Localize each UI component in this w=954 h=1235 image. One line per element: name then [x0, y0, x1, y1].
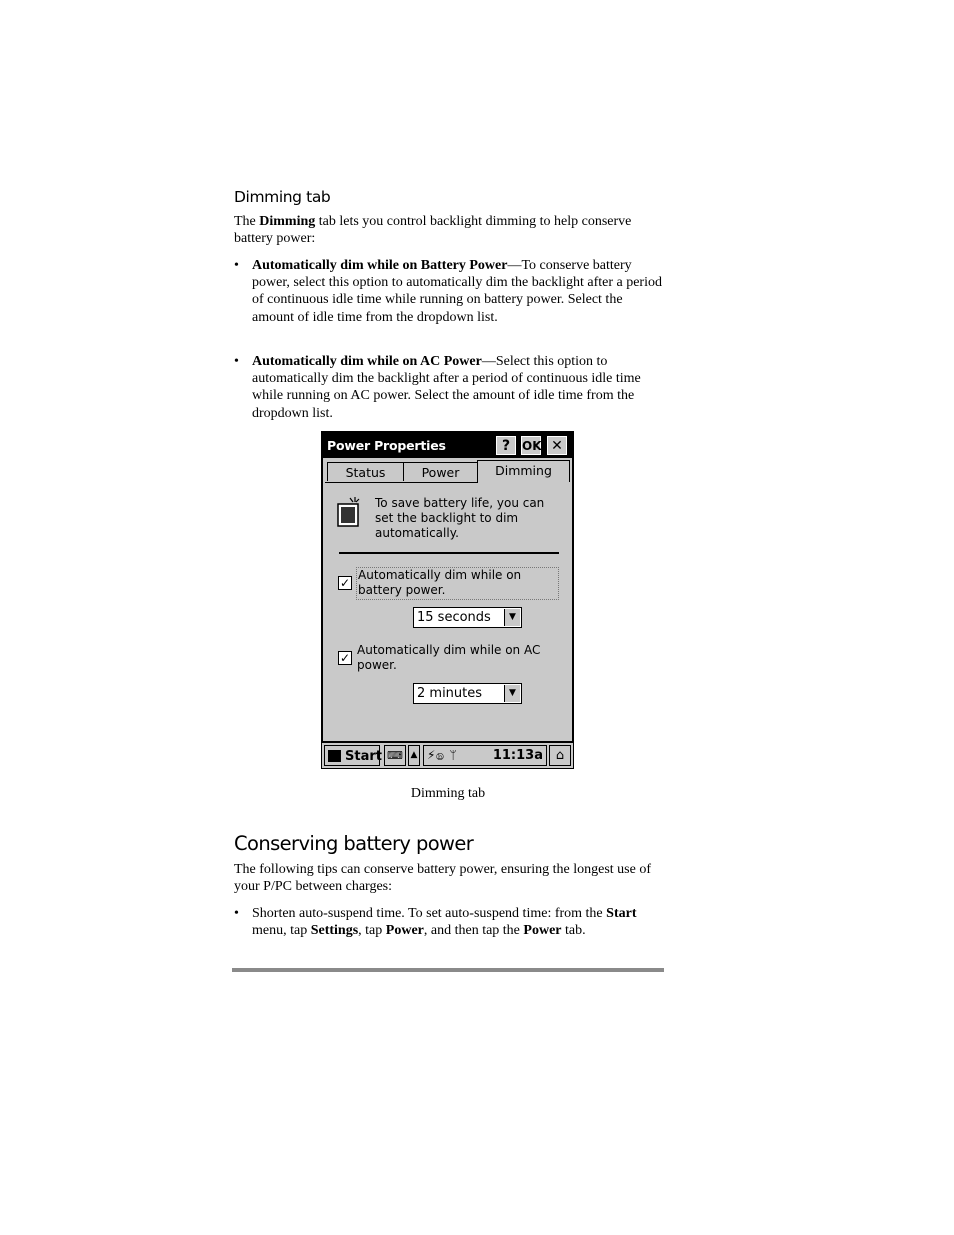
figure-caption: Dimming tab: [410, 786, 486, 801]
tab-dimming[interactable]: Dimming: [477, 460, 570, 482]
bullet-dot: •: [234, 906, 239, 921]
taskbar: [321, 742, 574, 769]
clock[interactable]: 11:13a: [492, 748, 543, 763]
intro-paragraph-2: The following tips can conserve battery power, ensuring the longest use of your P/PC between charges:: [234, 862, 651, 895]
close-button[interactable]: ✕: [547, 436, 567, 455]
tray-icons[interactable]: ⚡ⓑ ᛘ: [427, 748, 458, 762]
list-item: [234, 257, 666, 326]
tip-bold-settings: Settings: [310, 923, 359, 939]
bullet-list-battery: [234, 257, 666, 326]
bullet-dot: •: [234, 354, 239, 369]
start-label: Start: [345, 749, 382, 764]
tab-baseline: [325, 482, 478, 483]
start-button[interactable]: [324, 745, 380, 766]
battery-idle-value: 15 seconds: [417, 610, 491, 625]
help-button[interactable]: ?: [496, 436, 516, 455]
ac-idle-value: 2 minutes: [417, 686, 483, 701]
dialog-window: [321, 431, 574, 743]
battery-dim-label[interactable]: Automatically dim while on battery power.: [356, 567, 559, 600]
tip-bold-power-tab: Power: [523, 923, 562, 939]
tip-text: , tap: [358, 923, 386, 939]
backlight-icon: [337, 497, 361, 527]
section-heading-conserving: Conserving battery power: [234, 832, 474, 855]
intro-text-pre: The: [234, 214, 260, 229]
keyboard-icon[interactable]: ⌨: [384, 745, 406, 766]
bullet-text: —Select this option to automatically dim the backlight after a period of continuous idle time while running on AC power. Select the amount of idle time from the dropdown list.: [252, 354, 641, 421]
power-properties-screenshot: [321, 431, 574, 769]
bullet-text: —To conserve battery power, select this option to automatically dim the backlight after a period of continuous idle time while running on battery power. Select the amount of idle time from the dropdown list.: [252, 258, 662, 325]
tip-text: , and then tap the: [423, 923, 524, 939]
tip-text: menu, tap: [252, 923, 311, 939]
tip-text: tab.: [561, 923, 586, 939]
ac-dim-checkbox[interactable]: ✓: [339, 651, 351, 665]
bullet-list-ac: [234, 353, 666, 422]
chevron-down-icon[interactable]: ▼: [504, 609, 520, 626]
separator-line: [339, 552, 559, 554]
battery-idle-dropdown[interactable]: [413, 607, 522, 628]
tab-strip: [325, 460, 570, 482]
system-tray: [423, 745, 547, 766]
ok-button[interactable]: OK: [521, 436, 541, 455]
list-item: [234, 353, 666, 422]
intro-text-post: tab lets you control backlight dimming to help conserve battery power:: [234, 214, 632, 247]
ac-idle-dropdown[interactable]: [413, 683, 522, 704]
tip-bold-power: Power: [385, 923, 424, 939]
info-text: To save battery life, you can set the backlight to dim automatically.: [375, 496, 545, 540]
intro-paragraph: [234, 213, 664, 247]
chevron-down-icon[interactable]: ▼: [504, 685, 520, 702]
title-bar: [323, 433, 572, 458]
bullet-list-tips: [234, 905, 666, 939]
tab-status[interactable]: Status: [327, 462, 404, 481]
input-panel-arrow-icon[interactable]: ▲: [408, 745, 420, 766]
tip-bold-start: Start: [606, 906, 637, 921]
tab-power[interactable]: Power: [403, 462, 478, 481]
section-heading-dimming-tab: Dimming tab: [234, 188, 331, 206]
intro-text-bold: Dimming: [259, 214, 316, 229]
ac-dim-label[interactable]: Automatically dim while on AC power.: [357, 643, 541, 672]
battery-dim-checkbox[interactable]: ✓: [339, 576, 351, 590]
tip-text: Shorten auto-suspend time. To set auto-suspend time: from the: [252, 906, 607, 921]
bullet-bold-text: Automatically dim while on AC Power: [252, 354, 482, 369]
windows-logo-icon: [328, 750, 341, 762]
list-item: [234, 905, 666, 939]
section-rule: [232, 968, 664, 972]
dialog-title: Power Properties: [327, 438, 446, 453]
desktop-icon[interactable]: ⌂: [549, 745, 571, 766]
bullet-bold-text: Automatically dim while on Battery Power: [252, 258, 508, 273]
bullet-dot: •: [234, 258, 239, 273]
